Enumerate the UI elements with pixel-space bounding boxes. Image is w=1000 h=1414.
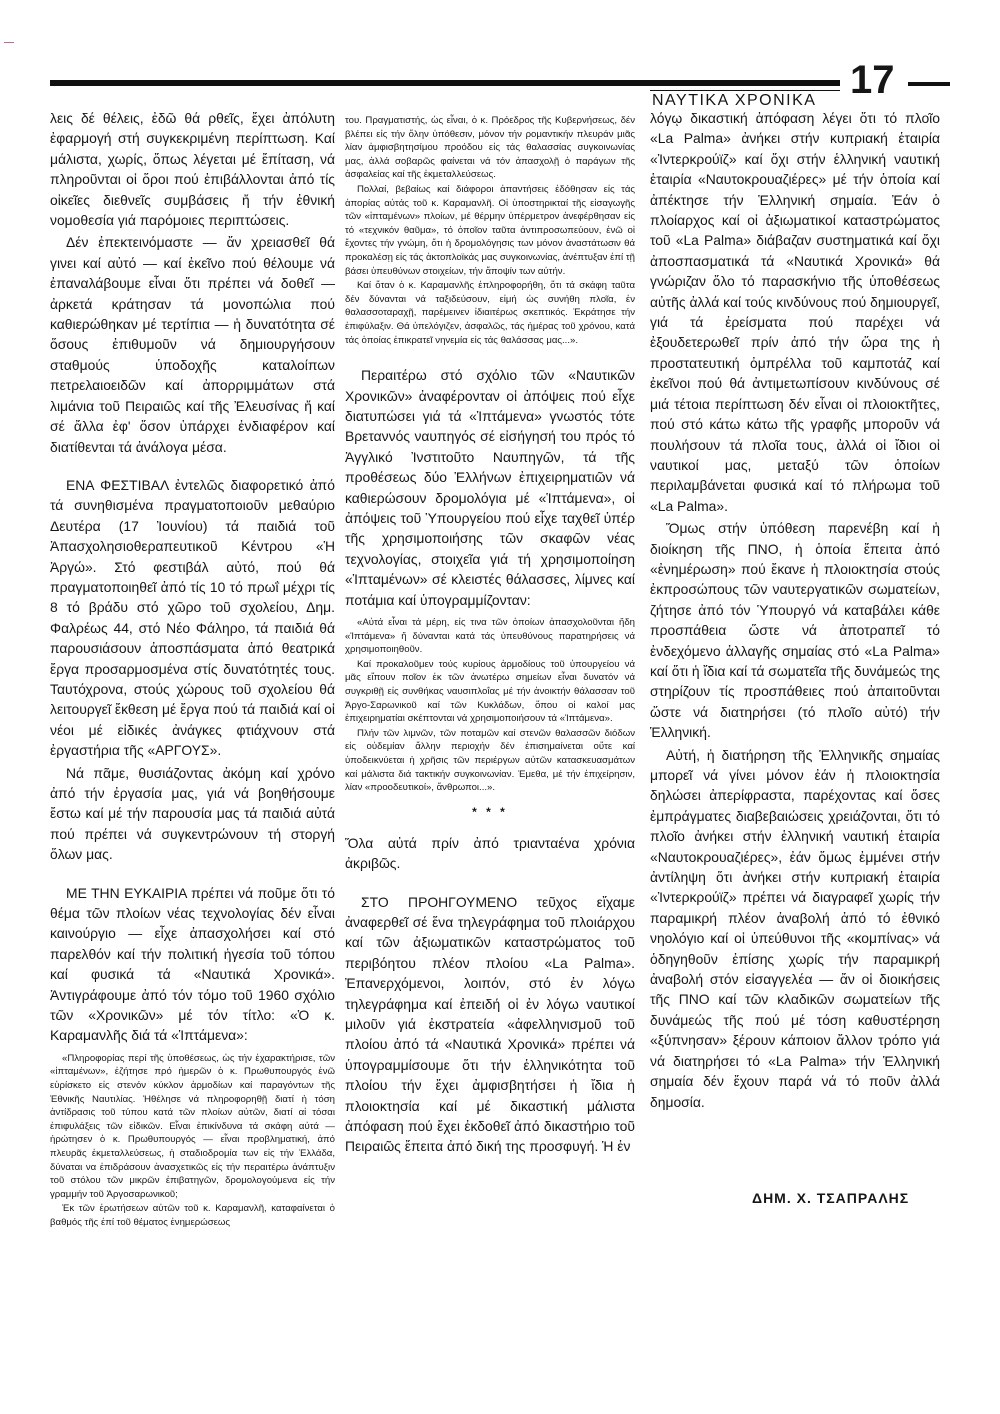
- quoted-paragraph: «Πληροφορίας περί τῆς ὑποθέσεως, ὡς τήν ἐχαρακτήρισε, τῶν «ἱπταμένων», ἐζήτησε πρό ἡμερῶν ὁ κ. Πρωθυπουργός ἐνῶ εὑρίσκετο εἰς στενόν κύκλον ἁρμοδίων καί παραγόντων τῆς Ἐθνικῆς Ναυτιλίας. Ἠθέλησε νά πληροφορηθῇ διατί ἡ τόση ἀντίδρασις τοῦ τύπου κατά τῶν πλοίων αὐτῶν, διατί αἱ τόσαι ἐπιφυλάξεις τῶν εἰδικῶν. Εἶναι ἐπικίνδυνα τά σκάφη αὐτά — ἠρώτησεν ὁ κ. Πρωθυπουργός — εἶναι προβληματική, ἀπό πλευρᾶς ἐκμεταλλεύσεως, ἡ σταδιοδρομία των εἰς τήν Ἑλλάδα, δύναται να ἐπιδράσουν ἀνασχετικῶς εἰς τήν περαιτέρω ἀνάπτυξιν τοῦ στόλου τῶν μικρῶν ἐπιβατηγῶν, δρομολογούμενα εἰς τήν γραμμήν τοῦ Ἀργοσαρωνικοῦ;: [50, 1052, 335, 1200]
- quoted-paragraph: του. Πραγματιστής, ὡς εἶναι, ὁ κ. Πρόεδρος τῆς Κυβερνήσεως, δέν βλέπει εἰς τήν ὅλην ὑπόθεσιν, μόνον τήν ρομαντικήν πλευράν μιᾶς λίαν ἀμφισβητησίμου προόδου εἰς τάς θαλασσίας συγκοινωνίας μας, ἀλλά σοβαρῶς φαίνεται νά τόν ἀπασχολῇ ὁ παράγων τῆς ἀσφαλείας καί τῆς ἐκμεταλλεύσεως.: [345, 115, 635, 181]
- quoted-paragraph: Πολλαί, βεβαίως καί διάφοροι ἀπαντήσεις ἐδόθησαν εἰς τάς ἀπορίας αὐτάς τοῦ κ. Καραμανλῆ. Οἱ ὑποστηρικταί τῆς εἰσαγωγῆς τῶν «ἱπταμένων» πλοίων, μέ θέρμην ὑπέρμετρον ἀνεφέρθησαν εἰς τό «τεχνικόν θαῦμα», τό ὁποῖον ταῦτα ἀντιπροσωπεύουν, ἐνῶ οἱ ἔχοντες τήν γνώμη, ὅτι ἡ δρομολόγησις των μόνον ἀναστάτωσιν θά προκαλέσῃ εἰς τάς ἀκτοπλοϊκάς μας συγκοινωνίας, ἀνέπτυξαν ἐπί τῇ βάσει ὑπευθύνων στοιχείων, τήν ἄποψίν των αὐτήν.: [345, 183, 635, 277]
- quote-block: [50, 1052, 335, 1230]
- article-paragraph: λόγῳ δικαστική ἀπόφαση λέγει ὅτι τό πλοῖο «La Palma» ἀνήκει στήν κυπριακή ἑταιρία «Ἰντερκρούϊζ» καί ὄχι στήν ἑλληνική ναυτική ἑταιρία «Ναυτοκρουαζιέρες» μέ τήν ὁποία καί ἀπέκτησε τήν Ἑλληνική σημαία. Ἐάν ὁ πλοίαρχος καί οἱ ἀξιωματικοί καταστρώματος τοῦ «La Palma» διάβαζαν συστηματικά καί ὄχι ἀποσπασματικά τά «Ναυτικά Χρονικά» θά γνώριζαν ὅλο τό παρασκήνιο τῆς ὑποθέσεως αὐτῆς ἀλλά καί τούς κινδύνους πού δημιουργεῖ, γιά τά ἐρείσματα πού παρέχει νά ἐξουδετερωθεῖ πρίν ἀπό τήν ὥρα της ἡ προστατευτική ὀμπρέλλα τοῦ καμποτάζ καί ἐκεῖνοι πού θά ἀντιμετωπίσουν κινδύνους σέ μιά τέτοια περίπτωση δέν εἶναι οἱ πλοιοκτῆτες, πού στό κάτω κάτω τῆς γραφῆς μποροῦν νά πουλήσουν τά πλοῖα τους, ἀλλά οἱ ἴδιοι οἱ ναυτικοί μας, μεταξύ τῶν ὁποίων περιλαμβάνεται φυσικά καί τό πλήρωμα τοῦ «La Palma».: [650, 110, 940, 514]
- article-paragraph: ΜΕ ΤΗΝ ΕΥΚΑΙΡΙΑ πρέπει νά ποῦμε ὅτι τό θέμα τῶν πλοίων νέας τεχνολογίας δέν εἶναι καινούργιο — εἶχε ἀπασχολήσει καί στό παρελθόν καί τήν πολιτική ἡγεσία τοῦ τόπου καί φυσικά τά «Ναυτικά Χρονικά». Ἀντιγράφουμε ἀπό τόν τόμο τοῦ 1960 σχόλιο τῶν «Χρονικῶν» μέ τόν τίτλο: «Ὁ κ. Καραμανλῆς διά τά «Ἱπτάμενα»:: [50, 884, 335, 1044]
- quoted-paragraph: Καί προκαλοῦμεν τούς κυρίους ἁρμοδίους τοῦ ὑπουργείου νά μᾶς εἴπουν ποῖον ἐκ τῶν ἀνωτέρω σημείων εἶναι δυνατόν νά συγκριθῇ εἰς συνθήκας ναυσιπλοΐας μέ τήν ἀνοικτήν θάλασσαν τοῦ Ἀργο-Σαρωνικοῦ καί τῶν Κυκλάδων, ὅπου οἱ καλοί μας ἐπιχειρηματίαι σκέπτονται νά χρησιμοποιήσουν τά «Ἱπτάμενα».: [345, 658, 635, 725]
- section-name: ΝΑΥΤΙΚΑ ΧΡΟΝΙΚΑ: [652, 92, 817, 109]
- quoted-paragraph: Ἐκ τῶν ἐρωτήσεων αὐτῶν τοῦ κ. Καραμανλῆ, καταφαίνεται ὁ βαθμός τῆς ἐπί τοῦ θέματος ἐνημερώσεως: [50, 1203, 335, 1228]
- page-number-rule: [908, 82, 950, 86]
- quote-block: [345, 114, 635, 347]
- section-divider: * * *: [472, 804, 508, 819]
- column-3: [650, 108, 940, 1178]
- page-number: 17: [850, 58, 895, 102]
- quoted-paragraph: Καί ὅταν ὁ κ. Καραμανλῆς ἐπληροφορήθη, ὅτι τά σκάφη ταῦτα δέν δύνανται νά ταξιδεύσουν, εἰμή ὡς συνήθη πλοῖα, ἐν θαλασσοταραχῇ, παρέμεινεν ἰδιαιτέρως σκεπτικός. Ἐκράτησε τήν ἐπιφύλαξιν. Θά ὑπελόγιζεν, ἀσφαλῶς, τάς ἡμέρας τοῦ χρόνου, κατά τάς ὁποίας ἐπικρατεῖ νηνεμία εἰς τάς θαλάσσας μας...».: [345, 280, 635, 346]
- column-1: [50, 108, 335, 1398]
- author-signature: ΔΗΜ. Χ. ΤΣΑΠΡΑΛΗΣ: [752, 1190, 910, 1206]
- header-rule-thin: [650, 90, 840, 91]
- article-paragraph: Αὐτή, ἡ διατήρηση τῆς Ἑλληνικῆς σημαίας μπορεῖ νά γίνει μόνον ἐάν ἡ πλοιοκτησία δηλώσει ἀπερίφραστα, παρέχοντας καί ὅσες ἐμπράγματες διαβεβαιώσεις χρειάζονται, ὅτι τό πλοῖο ἀνήκει στήν ἑλληνική ναυτική ἑταιρία «Ναυτοκρουαζιέρες», ἐάν ὅμως ἐμμένει στήν ἀντίληψη ὅτι ἀνήκει στήν κυπριακή ἑταιρία «Ἰντερκρούϊζ» πρέπει νά διαγραφεῖ χωρίς τήν παραμικρή πλέον ἀναβολή ἀπό τό ἐθνικό νηολόγιο καί οἱ ὑπεύθυνοι τῆς «κομπίνας» νά ὁδηγηθοῦν ἐπίσης χωρίς τήν παραμικρή ἀναβολή στόν εἰσαγγελέα — ἄν οἱ διοικήσεις τῆς ΠΝΟ καί τῶν κλαδικῶν σωματείων τῆς δυνάμεώς τῆς πού μέ τόση καθυστέρηση «ξύπνησαν» ξέρουν κάποιον ἄλλον τρόπο γιά νά διατηρήσει τό «La Palma» τήν Ἑλληνική σημαία δέν ἔχουν παρά νά τό ποῦν ἀλλά δημοσία.: [650, 746, 940, 1110]
- article-paragraph: Ὅλα αὐτά πρίν ἀπό τριανταένα χρόνια ἀκριβῶς.: [345, 834, 635, 872]
- crop-mark: [4, 42, 14, 43]
- article-paragraph: Ὅμως στήν ὑπόθεση παρενέβη καί ἡ διοίκηση τῆς ΠΝΟ, ἡ ὁποία ἔπειτα ἀπό «ἐνημέρωση» πού ἔκανε ἡ πλοιοκτησία στούς ἐκπροσώπους τῶν ναυτεργατικῶν σωματείων, ζήτησε ἀπό τόν Ὑπουργό νά καταβάλει κάθε προσπάθεια ὥστε νά ἀποτραπεῖ τό ἐνδεχόμενο ἀλλαγῆς σημαίας στό «La Palma» καί ὅτι ἡ ἴδια καί τά σωματεῖα τῆς δυνάμεώς της στηρίζουν τίς προσπάθειες πού ἀπαιτοῦνται ὥστε νά διατηρήσει (τό πλοῖο αὐτό) τήν Ἑλληνική.: [650, 520, 940, 741]
- quote-block: [345, 616, 635, 795]
- article-paragraph: ΕΝΑ ΦΕΣΤΙΒΑΛ ἐντελῶς διαφορετικό ἀπό τά συνηθισμένα πραγματοποιοῦν μεθαύριο Δευτέρα (17 Ἰουνίου) τά παιδιά τοῦ Ἀπασχολησιοθεραπευτικοῦ Κέντρου «Ἡ Ἀργώ». Στό φεστιβάλ αὐτό, πού θά πραγματοποιηθεῖ ἀπό τίς 10 τό πρωΐ μέχρι τίς 8 τό βράδυ στό χῶρο τοῦ σχολείου, Δημ. Φαλρέως 44, στό Νέο Φάληρο, τά παιδιά θά παρουσιάσουν ἀποσπάσματα ἀπό θεατρικά ἔργα προσαρμοσμένα στίς δυνατότητές τους. Ταυτόχρονα, στούς χώρους τοῦ σχολείου θά λειτουργεῖ ἔκθεση μέ ἔργα πού τά παιδιά καί οἱ νέοι μέ εἰδικές ἀνάγκες φτιάχνουν στά ἐργαστήρια τῆς «ΑΡΓΟΥΣ».: [50, 476, 335, 759]
- article-paragraph: Περαιτέρω στό σχόλιο τῶν «Ναυτικῶν Χρονικῶν» ἀναφέρονταν οἱ ἀπόψεις πού εἶχε διατυπώσει γιά τά «Ἱπτάμενα» γνωστός τότε Βρεταννός ναυπηγός σέ εἰσήγησή του πρός τό Ἀγγλικό Ἰνστιτοῦτο Ναυπηγῶν, τά τῆς προθέσεως δύο Ἑλλήνων ἐπιχειρηματιῶν νά καθιερώσουν δρομολόγια μέ «Ἱπτάμενα», οἱ ἀπόψεις τοῦ Ὑπουργείου πού εἶχε ταχθεῖ ὑπέρ τῆς χρησιμοποιήσης τῶν σκαφῶν νέας τεχνολογίας, στοιχεῖα γιά τή χρησιμοποίηση «Ἱπταμένων» σέ κλειστές θάλασσες, λίμνες καί ποτάμια καί ὑπογραμμίζονταν:: [345, 367, 635, 608]
- article-paragraph: Νά πᾶμε, θυσιάζοντας ἀκόμη καί χρόνο ἀπό τήν ἐργασία μας, γιά νά βοηθήσουμε ἔστω καί μέ τήν παρουσία μας τά παιδιά αὐτά πού πρέπει νά συγκεντρώνουν τή στοργή ὅλων μας.: [50, 764, 335, 863]
- article-paragraph: λεις δέ θέλεις, ἐδῶ θά ρθεῖς, ἔχει ἀπόλυτη ἐφαρμογή στή συγκεκριμένη περίπτωση. Καί μάλιστα, χωρίς, ὅπως λέγεται μέ ἔπίταση, νά πληροῦνται οἱ ὅροι πού ἐπιβάλλονται ἀπό τίς οἰκεῖες διεθνεῖς συμβάσεις ἤ τήν ἐθνική νομοθεσία γιά παρόμοιες περιπτώσεις.: [50, 110, 335, 229]
- quoted-paragraph: Πλήν τῶν λιμνῶν, τῶν ποταμῶν καί στενῶν θαλασσῶν διόδων εἰς οὐδεμίαν ἄλλην περιοχήν δέν ἐπισημαίνεται οὔτε καί ὑποδεικνύεται ἡ χρῆσις τῶν περιέργων αὐτῶν κατασκευασμάτων καί μάλιστα διά τακτικήν συγκοινωνίαν. Ἐμεθα, μέ τήν ἐπιχείρησιν, λίαν «προοδευτικοί», ἄνθρωποι...».: [345, 727, 635, 794]
- quoted-paragraph: «Αὐτά εἶναι τά μέρη, εἰς τινα τῶν ὁποίων ἀπασχολοῦνται ἤδη «Ἱπτάμενα» ἤ δύνανται κατά τάς ὑπευθύνους παρατηρήσεις νά χρησιμοποιηθοῦν.: [345, 616, 635, 656]
- header-rule: [50, 80, 840, 86]
- article-paragraph: ΣΤΟ ΠΡΟΗΓΟΥΜΕΝΟ τεῦχος εἴχαμε ἀναφερθεῖ σέ ἕνα τηλεγράφημα τοῦ πλοιάρχου καί τῶν ἀξιωματικῶν καταστρώματος τοῦ περιβόητου πλέον πλοίου «La Palma». Ἐπανερχόμενοι, λοιπόν, στό ἐν λόγω τηλεγράφημα καί ἐπειδή οἱ ἐν λόγω ναυτικοί μιλοῦν γιά ἐκστρατεία «ἀφελληνισμοῦ τοῦ πλοίου ἀπό τά «Ναυτικά Χρονικά» πρέπει νά ὑπογραμμίσουμε ὅτι τήν ἑλληνικότητα τοῦ πλοίου τήν ἔχει ἀμφισβητήσει ἡ ἴδια ἡ πλοιοκτησία καί μέ δικαστική μάλιστα ἀπόφαση πού ἔχει ἐκδοθεῖ ἀπό δικαστήριο τοῦ Πειραιῶς ἔπειτα ἀπό δική της προσφυγή. Ἡ ἐν: [345, 893, 635, 1155]
- column-2: [345, 108, 635, 1398]
- article-paragraph: Δέν ἐπεκτεινόμαστε — ἄν χρειασθεῖ θά γινει καί αὐτό — καί ἐκεῖνο πού θέλουμε νά ἐπαναλάβουμε εἶναι ὅτι πρέπει νά δοθεῖ — ἀρκετά κράτησαν τά μονοπώλια πού καθιερώθηκαν μέ τερτίπια — ἡ δυνατότητα σέ ὅσους ἐπιθυμοῦν νά δημιουργήσουν σταθμούς ὑποδοχῆς καταλοίπων πετρελαιοειδῶν καί ἀπορριμμάτων στά λιμάνια τοῦ Πειραιῶς καί τῆς Ἐλευσίνας ἤ καί σέ ἄλλα ἐφ' ὅσον ὑπάρχει ἐνδιαφέρον καί διατίθενται τά ἀνάλογα μέσα.: [50, 234, 335, 455]
